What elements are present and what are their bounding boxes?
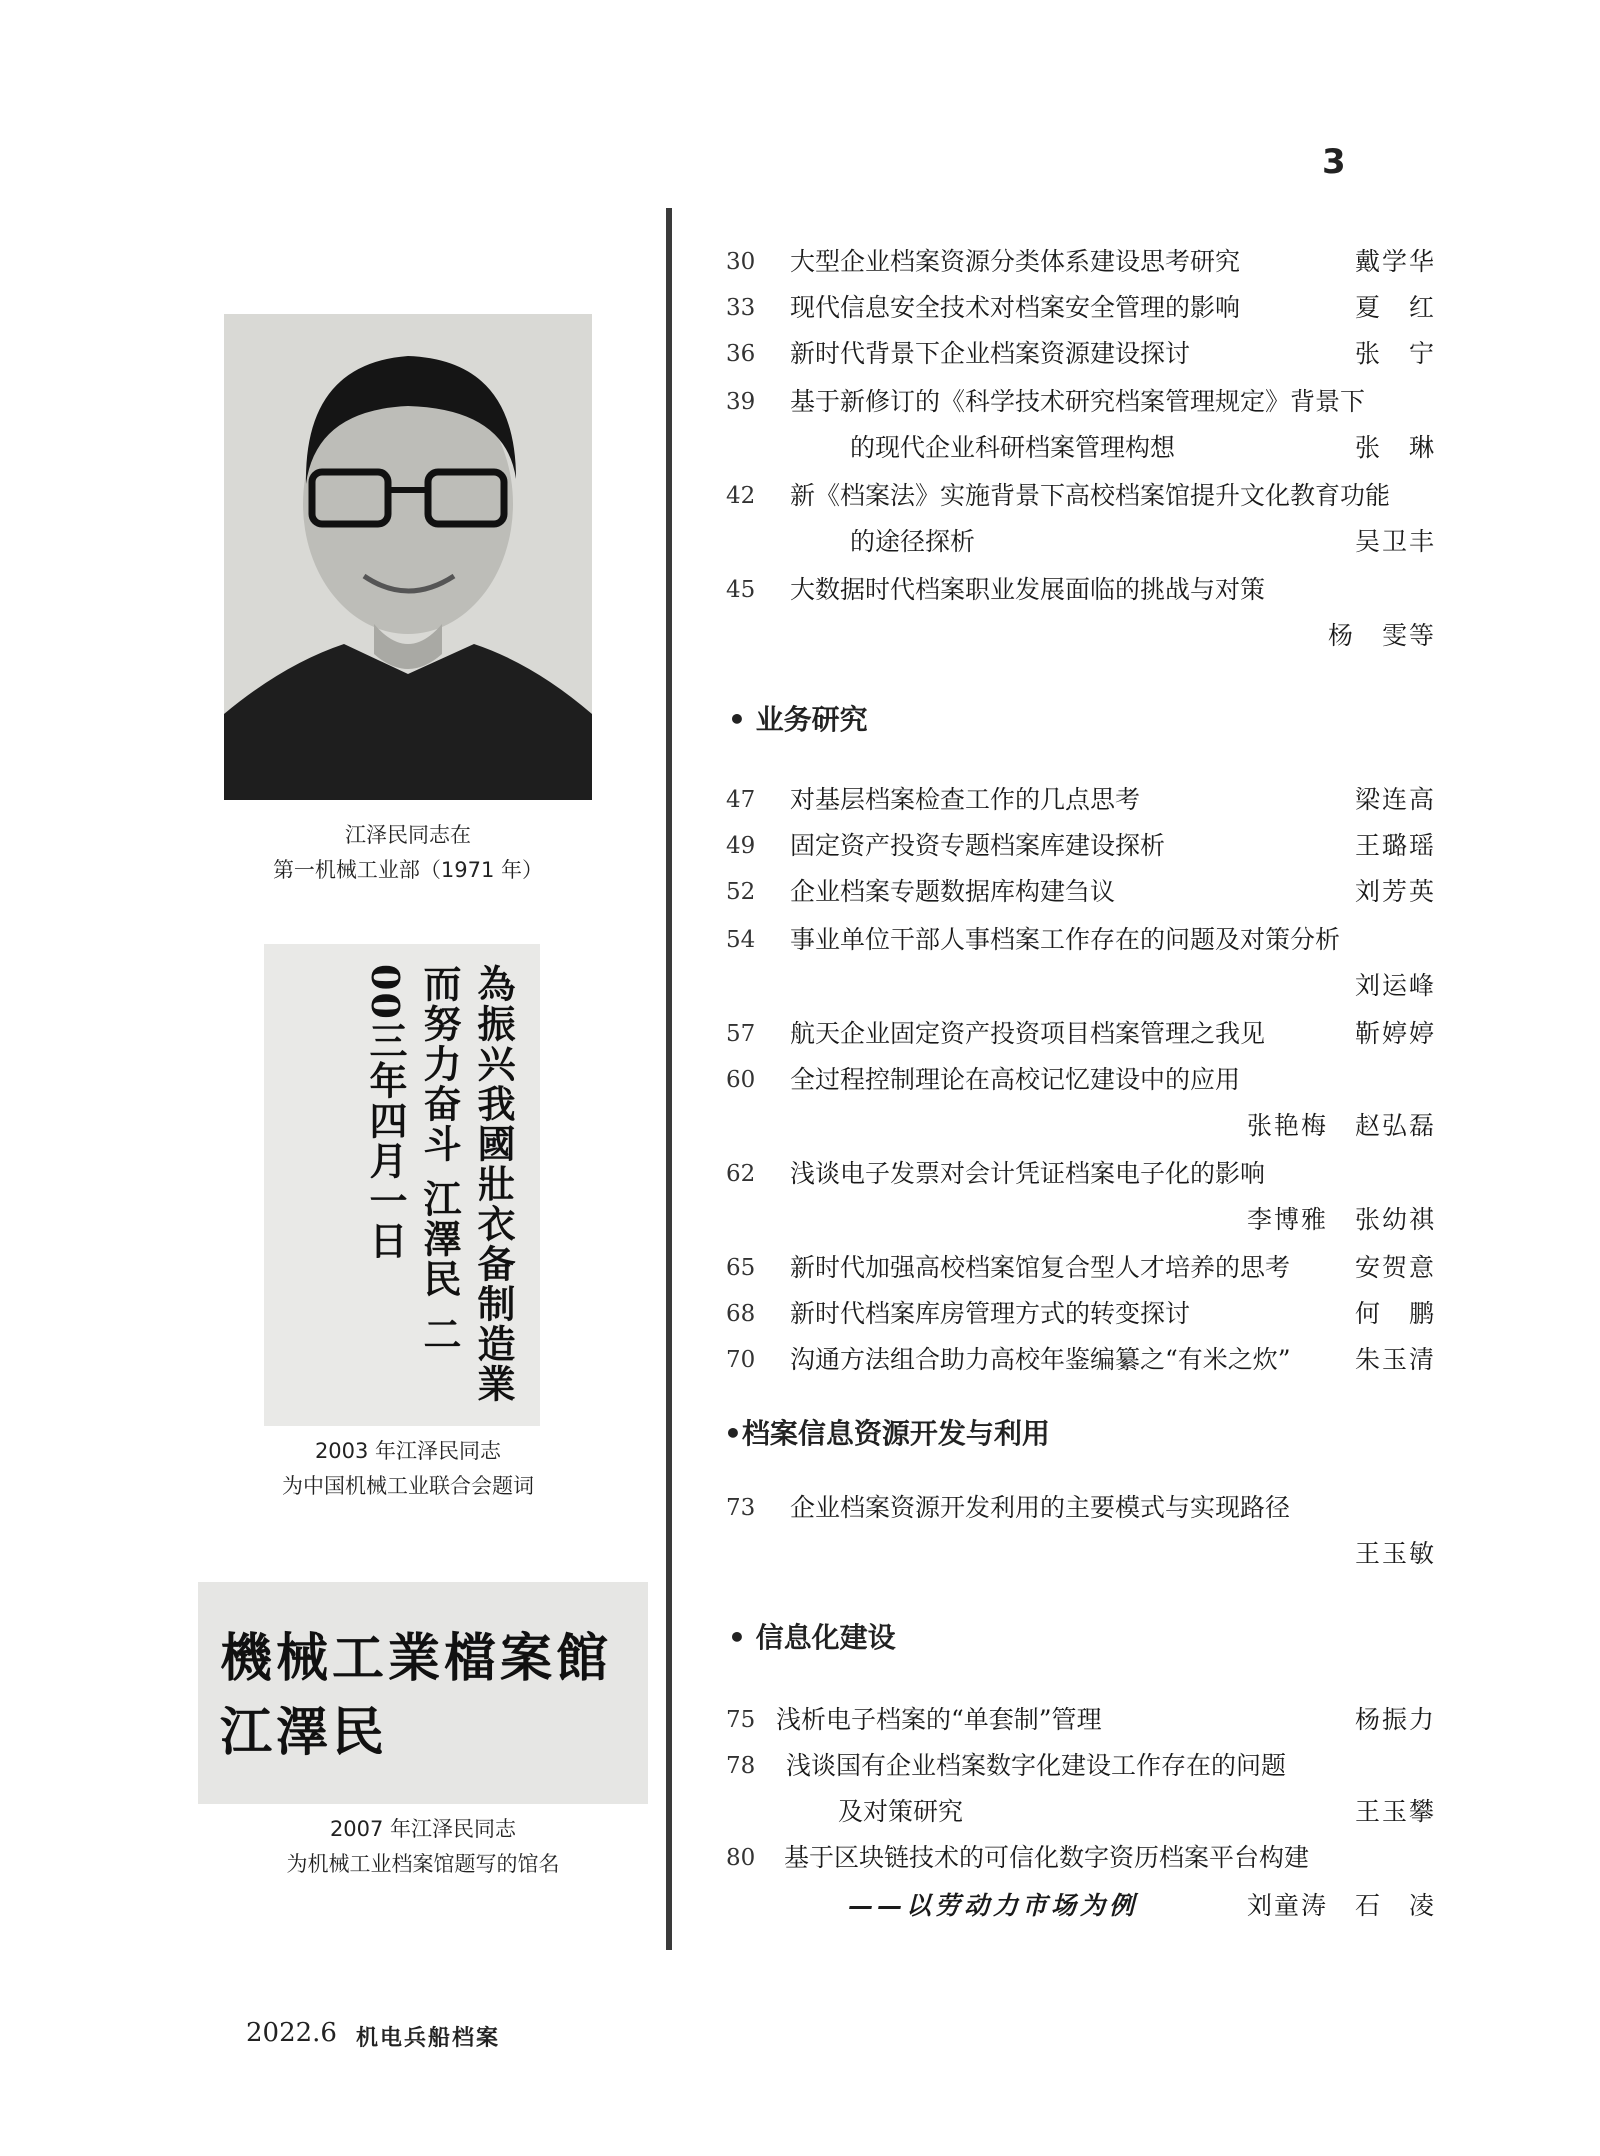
toc-page-num: 30 — [726, 249, 756, 275]
nameplate-text: 機械工業檔案館 江澤民 — [220, 1628, 613, 1763]
toc-author: 杨 雯等 — [1327, 621, 1436, 650]
toc-title: 新时代档案库房管理方式的转变探讨 — [790, 1299, 1191, 1328]
footer-journal-name: 机电兵船档案 — [356, 2025, 501, 2051]
toc-author: 靳婷婷 — [1354, 1019, 1436, 1048]
toc-entry-continued[interactable] — [726, 1792, 1436, 1832]
nameplate-caption-line-1: 2007 年江泽民同志 — [329, 1817, 517, 1841]
toc-author: 刘运峰 — [1354, 971, 1436, 1000]
toc-page-num: 65 — [726, 1255, 756, 1281]
section-heading-info-resource: •档案信息资源开发与利用 — [724, 1417, 1050, 1450]
toc-title: 大数据时代档案职业发展面临的挑战与对策 — [790, 575, 1266, 604]
toc-page-num: 36 — [726, 341, 756, 367]
toc-entry[interactable] — [726, 570, 1436, 610]
toc-title: 企业档案资源开发利用的主要模式与实现路径 — [790, 1493, 1291, 1522]
toc-entry[interactable] — [726, 1014, 1436, 1054]
toc-page-num: 70 — [726, 1347, 756, 1373]
toc-author: 王玉敏 — [1354, 1539, 1436, 1568]
toc-author: 杨振力 — [1354, 1705, 1436, 1734]
toc-entry[interactable] — [726, 780, 1436, 820]
page-number: 3 — [1322, 142, 1346, 182]
toc-title: 基于新修订的《科学技术研究档案管理规定》背景下 — [790, 387, 1366, 416]
toc-entry[interactable] — [726, 1746, 1436, 1786]
toc-entry[interactable] — [726, 476, 1436, 516]
toc-author: 何 鹏 — [1354, 1299, 1436, 1328]
toc-entry-continued[interactable] — [726, 428, 1436, 468]
toc-page-num: 73 — [726, 1495, 756, 1521]
portrait-caption-line-1: 江泽民同志在 — [345, 823, 471, 847]
toc-title: 浅谈电子发票对会计凭证档案电子化的影响 — [790, 1159, 1266, 1188]
toc-author: 刘芳英 — [1354, 877, 1436, 906]
toc-author: 张 宁 — [1354, 339, 1436, 368]
toc-entry[interactable] — [726, 1838, 1436, 1878]
inscription-caption-line-1: 2003 年江泽民同志 — [314, 1439, 502, 1463]
toc-entry-author-line[interactable] — [726, 1534, 1436, 1574]
toc-author: 王玉攀 — [1354, 1797, 1436, 1826]
toc-subtitle: ——以劳动力市场为例 — [848, 1891, 1139, 1920]
toc-title-continued: 的现代企业科研档案管理构想 — [850, 433, 1176, 462]
toc-author: 张 琳 — [1354, 433, 1436, 462]
toc-title: 事业单位干部人事档案工作存在的问题及对策分析 — [790, 925, 1341, 954]
toc-entry[interactable] — [726, 1248, 1436, 1288]
toc-entry-author-line[interactable] — [726, 616, 1436, 656]
toc-title: 固定资产投资专题档案库建设探析 — [790, 831, 1166, 860]
toc-title: 新时代加强高校档案馆复合型人才培养的思考 — [790, 1253, 1291, 1282]
toc-entry[interactable] — [726, 242, 1436, 282]
toc-title: 沟通方法组合助力高校年鉴编纂之“有米之炊” — [790, 1345, 1291, 1374]
toc-page-num: 42 — [726, 483, 756, 509]
toc-entry-continued[interactable] — [726, 1886, 1436, 1926]
inscription-text: 為振兴我國壯衣备制造業而努力奋斗 江澤民 二00三年四月一日 — [363, 964, 516, 1404]
toc-title: 航天企业固定资产投资项目档案管理之我见 — [790, 1019, 1266, 1048]
toc-page-num: 62 — [726, 1161, 756, 1187]
toc-entry[interactable] — [726, 872, 1436, 912]
toc-author: 张艳梅 赵弘磊 — [1246, 1111, 1436, 1140]
toc-page-num: 78 — [726, 1753, 756, 1779]
toc-entry[interactable] — [726, 1294, 1436, 1334]
toc-entry[interactable] — [726, 1700, 1436, 1740]
section-heading-informatization: • 信息化建设 — [728, 1621, 896, 1654]
toc-page-num: 52 — [726, 879, 756, 905]
toc-page-num: 45 — [726, 577, 756, 603]
toc-page-num: 68 — [726, 1301, 756, 1327]
toc-page-num: 47 — [726, 787, 756, 813]
toc-author: 梁连高 — [1354, 785, 1436, 814]
toc-page-num: 39 — [726, 389, 756, 415]
nameplate-caption-line-2: 为机械工业档案馆题写的馆名 — [286, 1852, 560, 1876]
toc-entry[interactable] — [726, 1154, 1436, 1194]
toc-author: 吴卫丰 — [1354, 527, 1436, 556]
toc-title: 新时代背景下企业档案资源建设探讨 — [790, 339, 1191, 368]
toc-author: 戴学华 — [1354, 247, 1436, 276]
toc-author: 夏 红 — [1354, 293, 1436, 322]
toc-title: 大型企业档案资源分类体系建设思考研究 — [790, 247, 1241, 276]
toc-title-continued: 及对策研究 — [838, 1797, 964, 1826]
toc-title: 新《档案法》实施背景下高校档案馆提升文化教育功能 — [790, 481, 1391, 510]
toc-entry-author-line[interactable] — [726, 1200, 1436, 1240]
inscription-caption-line-2: 为中国机械工业联合会题词 — [282, 1474, 534, 1498]
toc-title-continued: 的途径探析 — [850, 527, 976, 556]
toc-title: 基于区块链技术的可信化数字资历档案平台构建 — [784, 1843, 1310, 1872]
toc-title: 企业档案专题数据库构建刍议 — [790, 877, 1116, 906]
toc-title: 对基层档案检查工作的几点思考 — [790, 785, 1141, 814]
footer-issue-date: 2022.6 — [246, 2018, 337, 2048]
toc-author: 刘童涛 石 凌 — [1246, 1891, 1436, 1920]
toc-entry[interactable] — [726, 382, 1436, 422]
toc-entry-author-line[interactable] — [726, 1106, 1436, 1146]
toc-author: 安贺意 — [1354, 1253, 1436, 1282]
toc-author: 朱玉清 — [1354, 1345, 1436, 1374]
toc-entry[interactable] — [726, 334, 1436, 374]
toc-title: 现代信息安全技术对档案安全管理的影响 — [790, 293, 1241, 322]
toc-title: 全过程控制理论在高校记忆建设中的应用 — [790, 1065, 1241, 1094]
toc-title: 浅谈国有企业档案数字化建设工作存在的问题 — [786, 1751, 1287, 1780]
toc-entry-continued[interactable] — [726, 522, 1436, 562]
toc-author: 李博雅 张幼祺 — [1246, 1205, 1436, 1234]
toc-page-num: 80 — [726, 1845, 756, 1871]
toc-entry[interactable] — [726, 1340, 1436, 1380]
toc-page-num: 49 — [726, 833, 756, 859]
toc-author: 王璐瑶 — [1354, 831, 1436, 860]
toc-page-num: 60 — [726, 1067, 756, 1093]
toc-page-num: 75 — [726, 1707, 756, 1733]
toc-entry[interactable] — [726, 920, 1436, 960]
toc-entry[interactable] — [726, 1488, 1436, 1528]
toc-page-num: 33 — [726, 295, 756, 321]
portrait-caption-line-2: 第一机械工业部（1971 年） — [272, 858, 544, 882]
toc-entry[interactable] — [726, 826, 1436, 866]
toc-title: 浅析电子档案的“单套制”管理 — [776, 1705, 1102, 1734]
toc-page-num: 57 — [726, 1021, 756, 1047]
section-heading-business: • 业务研究 — [728, 703, 868, 736]
toc-entry[interactable] — [726, 1060, 1436, 1100]
toc-entry-author-line[interactable] — [726, 966, 1436, 1006]
toc-page-num: 54 — [726, 927, 756, 953]
toc-entry[interactable] — [726, 288, 1436, 328]
